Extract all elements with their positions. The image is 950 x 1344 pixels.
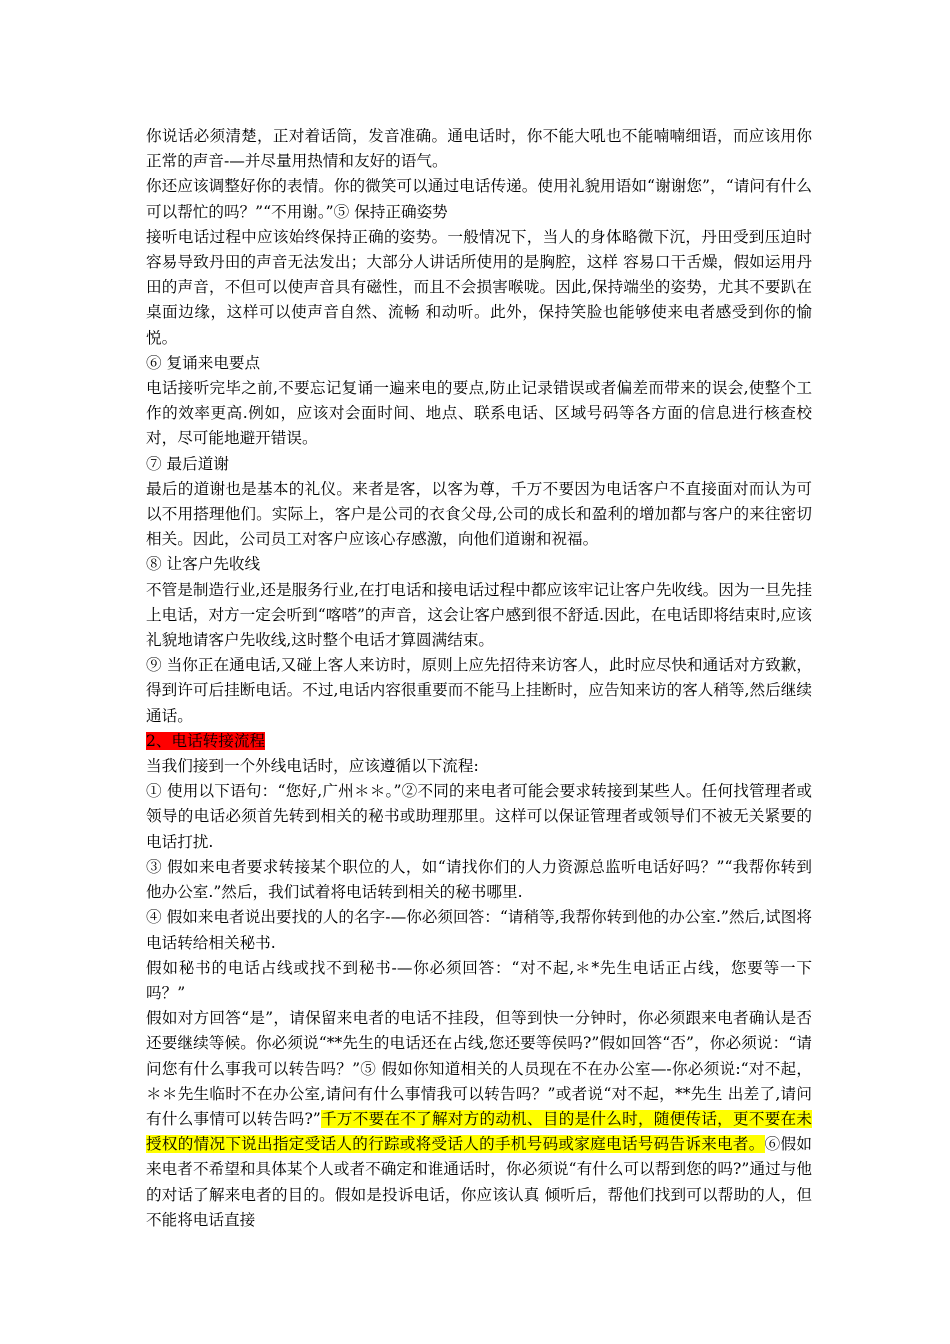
text-segment: 当我们接到一个外线电话时，应该遵循以下流程: bbox=[146, 757, 479, 776]
text-segment: 假如秘书的电话占线或找不到秘书-—你必须回答：“对不起,＊*先生电话正占线，您要等一下吗？” bbox=[146, 958, 812, 1002]
paragraph bbox=[146, 1006, 812, 1233]
paragraph bbox=[146, 174, 812, 224]
paragraph bbox=[146, 477, 812, 553]
text-segment: 你说话必须清楚，正对着话筒，发音准确。通电话时，你不能大吼也不能喃喃细语，而应该用你正常的声音-—并尽量用热情和友好的语气。 bbox=[146, 127, 812, 171]
paragraph bbox=[146, 351, 812, 376]
highlighted-text: 千万不要在不了解对方的动机、目的是什么时，随便传话，更不要在未授权的情况下说出指定受话人的行踪或将受话人的手机号码或家庭电话号码告诉来电者。 bbox=[146, 1109, 812, 1154]
text-segment: ⑥假如来电者不希望和具体某个人或者不确定和谁通话时，你必须说“有什么可以帮到您的吗?”通过与他的对话了解来电者的目的。假如是投诉电话，你应该认真 倾听后，帮他们找到可以帮助的人，但不能将电话直接 bbox=[146, 1135, 812, 1229]
text-segment: 电话接听完毕之前,不要忘记复诵一遍来电的要点,防止记录错误或者偏差而带来的误会,使整个工作的效率更高.例如，应该对会面时间、地点、联系电话、区域号码等各方面的信息进行核查校对，尽可能地避开错误。 bbox=[146, 379, 812, 448]
paragraph bbox=[146, 376, 812, 452]
text-segment: 不管是制造行业,还是服务行业,在打电话和接电话过程中都应该牢记让客户先收线。因为一旦先挂上电话，对方一定会听到“喀嗒”的声音，这会让客户感到很不舒适.因此，在电话即将结束时,应该礼貌地请客户先收线,这时整个电话才算圆满结束。 bbox=[146, 580, 812, 650]
text-segment: 接听电话过程中应该始终保持正确的姿势。一般情况下，当人的身体略微下沉，丹田受到压迫时容易导致丹田的声音无法发出；大部分人讲话所使用的是胸腔，这样 容易口干舌燥，假如运用丹田的声音，不但可以使声音具有磁性，而且不会损害喉咙。因此,保持端坐的姿势，尤其不要趴在桌面边缘，这样可以使声音自然、流畅 和动听。此外，保持笑脸也能够使来电者感受到你的愉悦。 bbox=[146, 227, 812, 347]
text-segment: ③ 假如来电者要求转接某个职位的人，如“请找你们的人力资源总监听电话好吗？”“我帮你转到他办公室.”然后，我们试着将电话转到相关的秘书哪里. bbox=[146, 857, 812, 902]
paragraph bbox=[146, 578, 812, 654]
paragraph bbox=[146, 905, 812, 955]
section-heading: 2、电话转接流程 bbox=[146, 731, 266, 750]
text-segment: ⑦ 最后道谢 bbox=[146, 454, 229, 473]
text-segment: 你还应该调整好你的表情。你的微笑可以通过电话传递。使用礼貌用语如“谢谢您”，“请问有什么可以帮忙的吗？”“不用谢。”⑤ 保持正确姿势 bbox=[146, 177, 812, 221]
paragraph bbox=[146, 855, 812, 905]
text-segment: ⑨ 当你正在通电话,又碰上客人来访时，原则上应先招待来访客人，此时应尽快和通话对方致歉，得到许可后挂断电话。不过,电话内容很重要而不能马上挂断时，应告知来访的客人稍等,然后继续通话。 bbox=[146, 656, 812, 725]
paragraph bbox=[146, 729, 812, 754]
paragraph bbox=[146, 956, 812, 1006]
paragraph bbox=[146, 452, 812, 477]
text-segment: 假如对方回答“是”，请保留来电者的电话不挂段，但等到快一分钟时，你必须跟来电者确认是否还要继续等候。你必须说“**先生的电话还在占线,您还要等侯吗?”假如回答“否”，你必须说：“请问您有什么事我可以转告吗？”⑤ 假如你知道相关的人员现在不在办公室—-你必须说:“对不起，＊＊先生临时不在办公室,请问有什么事情我可以转告吗？”或者说“对不起，**先生 出差了,请问有什么事情可以转告吗?” bbox=[146, 1009, 812, 1128]
paragraph bbox=[146, 225, 812, 351]
paragraph bbox=[146, 552, 812, 577]
paragraph bbox=[146, 779, 812, 855]
text-segment: ① 使用以下语句：“您好,广州＊＊。”②不同的来电者可能会要求转接到某些人。任何找管理者或领导的电话必须首先转到相关的秘书或助理那里。这样可以保证管理者或领导们不被无关紧要的电话打扰. bbox=[146, 782, 812, 851]
text-segment: ⑥ 复诵来电要点 bbox=[146, 353, 261, 372]
paragraph bbox=[146, 653, 812, 729]
paragraph bbox=[146, 754, 812, 779]
paragraph bbox=[146, 124, 812, 174]
document-body bbox=[146, 124, 812, 1233]
text-segment: ④ 假如来电者说出要找的人的名字-—你必须回答：“请稍等,我帮你转到他的办公室.”然后,试图将电话转给相关秘书. bbox=[146, 908, 812, 952]
text-segment: ⑧ 让客户先收线 bbox=[146, 555, 261, 574]
text-segment: 最后的道谢也是基本的礼仪。来者是客，以客为尊，千万不要因为电话客户不直接面对而认为可以不用搭理他们。实际上，客户是公司的衣食父母,公司的成长和盈利的增加都与客户的来往密切相关。因此，公司员工对客户应该心存感激，向他们道谢和祝福。 bbox=[146, 479, 812, 549]
